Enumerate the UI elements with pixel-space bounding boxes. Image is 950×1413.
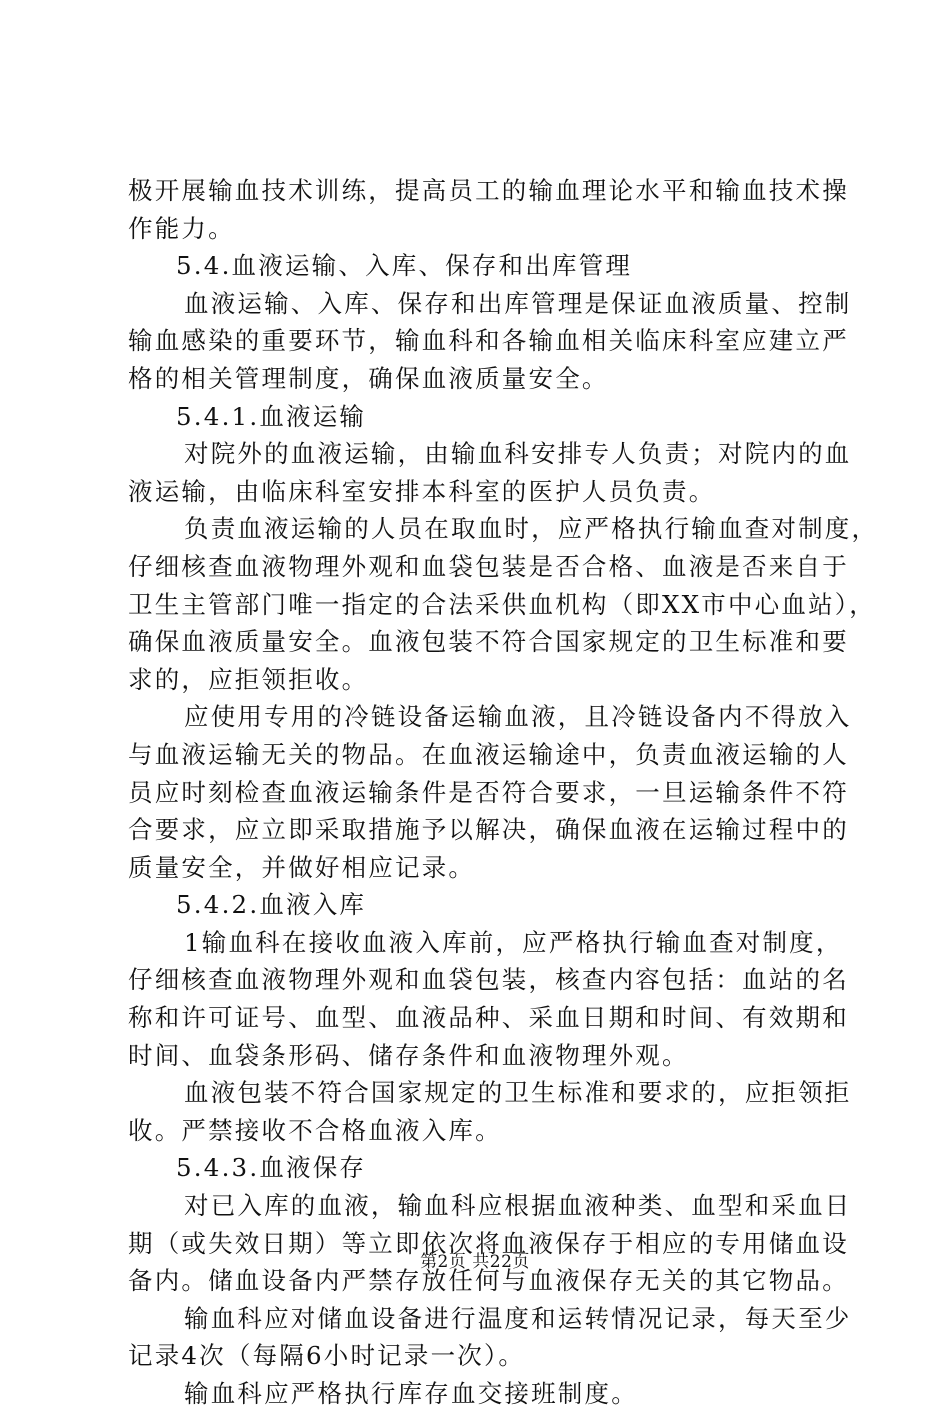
text-line: 负责血液运输的人员在取血时，应严格执行输血查对制度， — [184, 514, 879, 544]
page-footer: 第2页 共22页 — [420, 1252, 530, 1272]
text-line: 输血科应严格执行库存血交接班制度。 — [184, 1379, 638, 1408]
text-line: 收。严禁接收不合格血液入库。 — [128, 1115, 502, 1145]
text-line: 仔细核查血液物理外观和血袋包装是否合格、血液是否来自于 — [128, 551, 849, 581]
text-line: 时间、血袋条形码、储存条件和血液物理外观。 — [128, 1040, 689, 1070]
text-line: 与血液运输无关的物品。在血液运输途中，负责血液运输的人 — [128, 739, 849, 769]
text-line: 求的，应拒领拒收。 — [128, 664, 369, 694]
text-line: 记录4次（每隔6小时记录一次）。 — [128, 1341, 526, 1371]
section-heading: 5.4.3.血液保存 — [176, 1153, 367, 1183]
text-line: 确保血液质量安全。血液包装不符合国家规定的卫生标准和要 — [128, 627, 849, 657]
text-line: 对院外的血液运输，由输血科安排专人负责；对院内的血 — [184, 439, 852, 469]
document-body — [128, 172, 879, 1413]
text-line: 极开展输血技术训练，提高员工的输血理论水平和输血技术操 — [128, 176, 849, 205]
text-line: 卫生主管部门唯一指定的合法采供血机构（即XX市中心血站）， — [128, 589, 876, 619]
text-line: 员应时刻检查血液运输条件是否符合要求，一旦运输条件不符 — [128, 777, 849, 807]
text-line: 液运输，由临床科室安排本科室的医护人员负责。 — [128, 476, 716, 506]
text-line: 称和许可证号、血型、血液品种、采血日期和时间、有效期和 — [128, 1003, 849, 1033]
text-line: 期（或失效日期）等立即依次将血液保存于相应的专用储血设 — [128, 1228, 849, 1258]
section-heading: 5.4.血液运输、入库、保存和出库管理 — [176, 251, 633, 281]
text-line: 合要求，应立即采取措施予以解决，确保血液在运输过程中的 — [128, 815, 849, 845]
text-line: 格的相关管理制度，确保血液质量安全。 — [128, 363, 609, 393]
text-line: 血液包装不符合国家规定的卫生标准和要求的，应拒领拒 — [184, 1078, 852, 1108]
text-line: 仔细核查血液物理外观和血袋包装，核查内容包括：血站的名 — [128, 965, 849, 995]
text-line: 质量安全，并做好相应记录。 — [128, 852, 476, 882]
text-line: 血液运输、入库、保存和出库管理是保证血液质量、控制 — [184, 288, 852, 318]
text-line: 备内。储血设备内严禁存放任何与血液保存无关的其它物品。 — [128, 1266, 849, 1296]
text-line: 对已入库的血液，输血科应根据血液种类、血型和采血日 — [184, 1191, 852, 1221]
section-heading: 5.4.2.血液入库 — [176, 890, 367, 920]
text-line: 输血感染的重要环节，输血科和各输血相关临床科室应建立严 — [128, 326, 849, 356]
text-line: 作能力。 — [128, 213, 235, 243]
section-heading: 5.4.1.血液运输 — [176, 401, 367, 431]
text-line: 1输血科在接收血液入库前，应严格执行输血查对制度， — [184, 927, 843, 957]
text-line: 输血科应对储血设备进行温度和运转情况记录，每天至少 — [184, 1303, 852, 1333]
text-line: 应使用专用的冷链设备运输血液，且冷链设备内不得放入 — [184, 702, 852, 732]
